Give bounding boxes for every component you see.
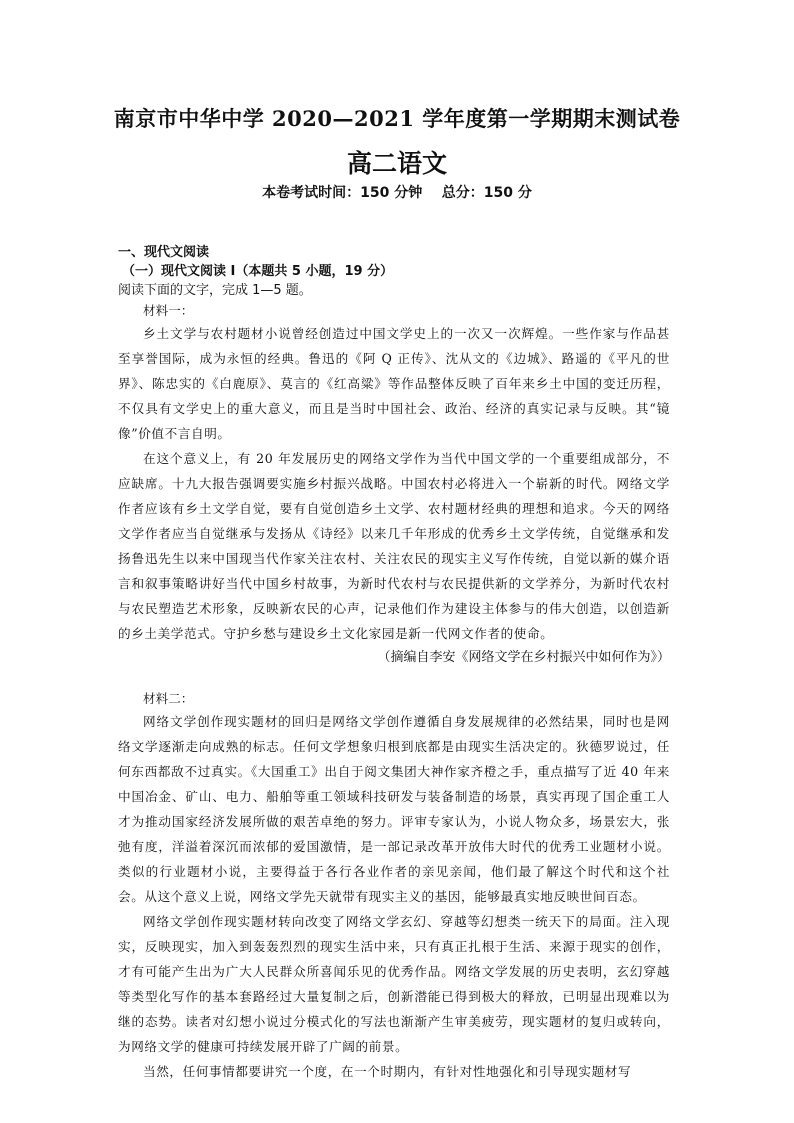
section-heading: 一、现代文阅读 xyxy=(118,245,210,260)
material-one-source: （摘编自李安《网络文学在乡村振兴中如何作为》） xyxy=(377,650,670,665)
material-one-paragraph: 乡土文学与农村题材小说曾经创造过中国文学史上的一次又一次辉煌。一些作家与作品甚至享誉国际，成为永恒的经典。鲁迅的《阿 Q 正传》、沈从文的《边城》、路遥的《平凡的世界》、陈忠实的《白鹿原》、莫言的《红高粱》等作品整体反映了百年来乡土中国的变迁历程，不仅具有文学史上的重大意义，而且是当时中国社会、政治、经济的真实记录与反映。其“镜像”价值不言自明。 xyxy=(118,326,670,441)
spacer xyxy=(118,670,670,689)
material-two-label: 材料二： xyxy=(143,691,194,706)
material-two-paragraph: 网络文学创作现实题材转向改变了网络文学玄幻、穿越等幻想类一统天下的局面。注入现实，反映现实，加入到轰轰烈烈的现实生活中来，只有真正扎根于生活、来源于现实的创作，才有可能产生出为广大人民群众所喜闻乐见的优秀作品。网络文学发展的历史表明，玄幻穿越等类型化写作的基本套路经过大量复制之后，创新潜能已得到极大的释放，已明显出现难以为继的态势。读者对幻想小说过分模式化的写法也渐渐产生审美疲劳，现实题材的复归或转向，为网络文学的健康可持续发展开辟了广阔的前景。 xyxy=(118,914,670,1054)
material-one-label: 材料一： xyxy=(143,303,194,318)
exam-title: 南京市中华中学 2020—2021 学年度第一学期期末测试卷 xyxy=(113,106,681,131)
material-two-paragraph: 网络文学创作现实题材的回归是网络文学创作遵循自身发展规律的必然结果，同时也是网络文学逐渐走向成熟的标志。任何文学想象归根到底都是由现实生活决定的。狄德罗说过，任何东西都敌不过真实。《大国重工》出自于阅文集团大神作家齐橙之手，重点描写了近 40 年来中国冶金、矿山、电力、船舶等重工领域科技研发与装备制造的场景，真实再现了国企重工人才为推动国家经济发展所做的艰苦卓绝的努力。评审专家认为，小说人物众多，场景宏大，张弛有度，洋溢着深沉而浓郁的爱国激情，是一部记录改革开放伟大时代的优秀工业题材小说。类似的行业题材小说，主要得益于各行各业作者的亲见亲闻，他们最了解这个时代和这个社会。从这个意义上说，网络文学先天就带有现实主义的基因，能够最真实地反映世间百态。 xyxy=(118,714,670,904)
reading-instruction: 阅读下面的文字，完成 1—5 题。 xyxy=(118,283,312,298)
subsection-heading: （一）现代文阅读 I（本题共 5 小题，19 分） xyxy=(122,264,394,279)
exam-info: 本卷考试时间：150 分钟 总分：150 分 xyxy=(262,185,532,201)
material-two-paragraph: 当然，任何事情都要讲究一个度，在一个时期内，有针对性地强化和引导现实题材写 xyxy=(143,1064,632,1079)
exam-content xyxy=(118,243,670,1084)
subject-title: 高二语文 xyxy=(346,149,447,178)
material-one-paragraph: 在这个意义上，有 20 年发展历史的网络文学作为当代中国文学的一个重要组成部分，不应缺席。十九大报告强调要实施乡村振兴战略。中国农村必将进入一个崭新的时代。网络文学作者应该有乡土文学自觉，要有自觉创造乡土文学、农村题材经典的理想和追求。今天的网络文学作者应当自觉继承与发扬从《诗经》以来几千年形成的优秀乡土文学传统，自觉继承和发扬鲁迅先生以来中国现当代作家关注农村、关注农民的现实主义写作传统，自觉以新的媒介语言和叙事策略讲好当代中国乡村故事，为新时代农村与农民提供新的文学养分，为新时代农村与农民塑造艺术形象，反映新农民的心声，记录他们作为建设主体参与的伟大创造，以创造新的乡土美学范式。守护乡愁与建设乡土文化家园是新一代网文作者的使命。 xyxy=(118,451,670,641)
